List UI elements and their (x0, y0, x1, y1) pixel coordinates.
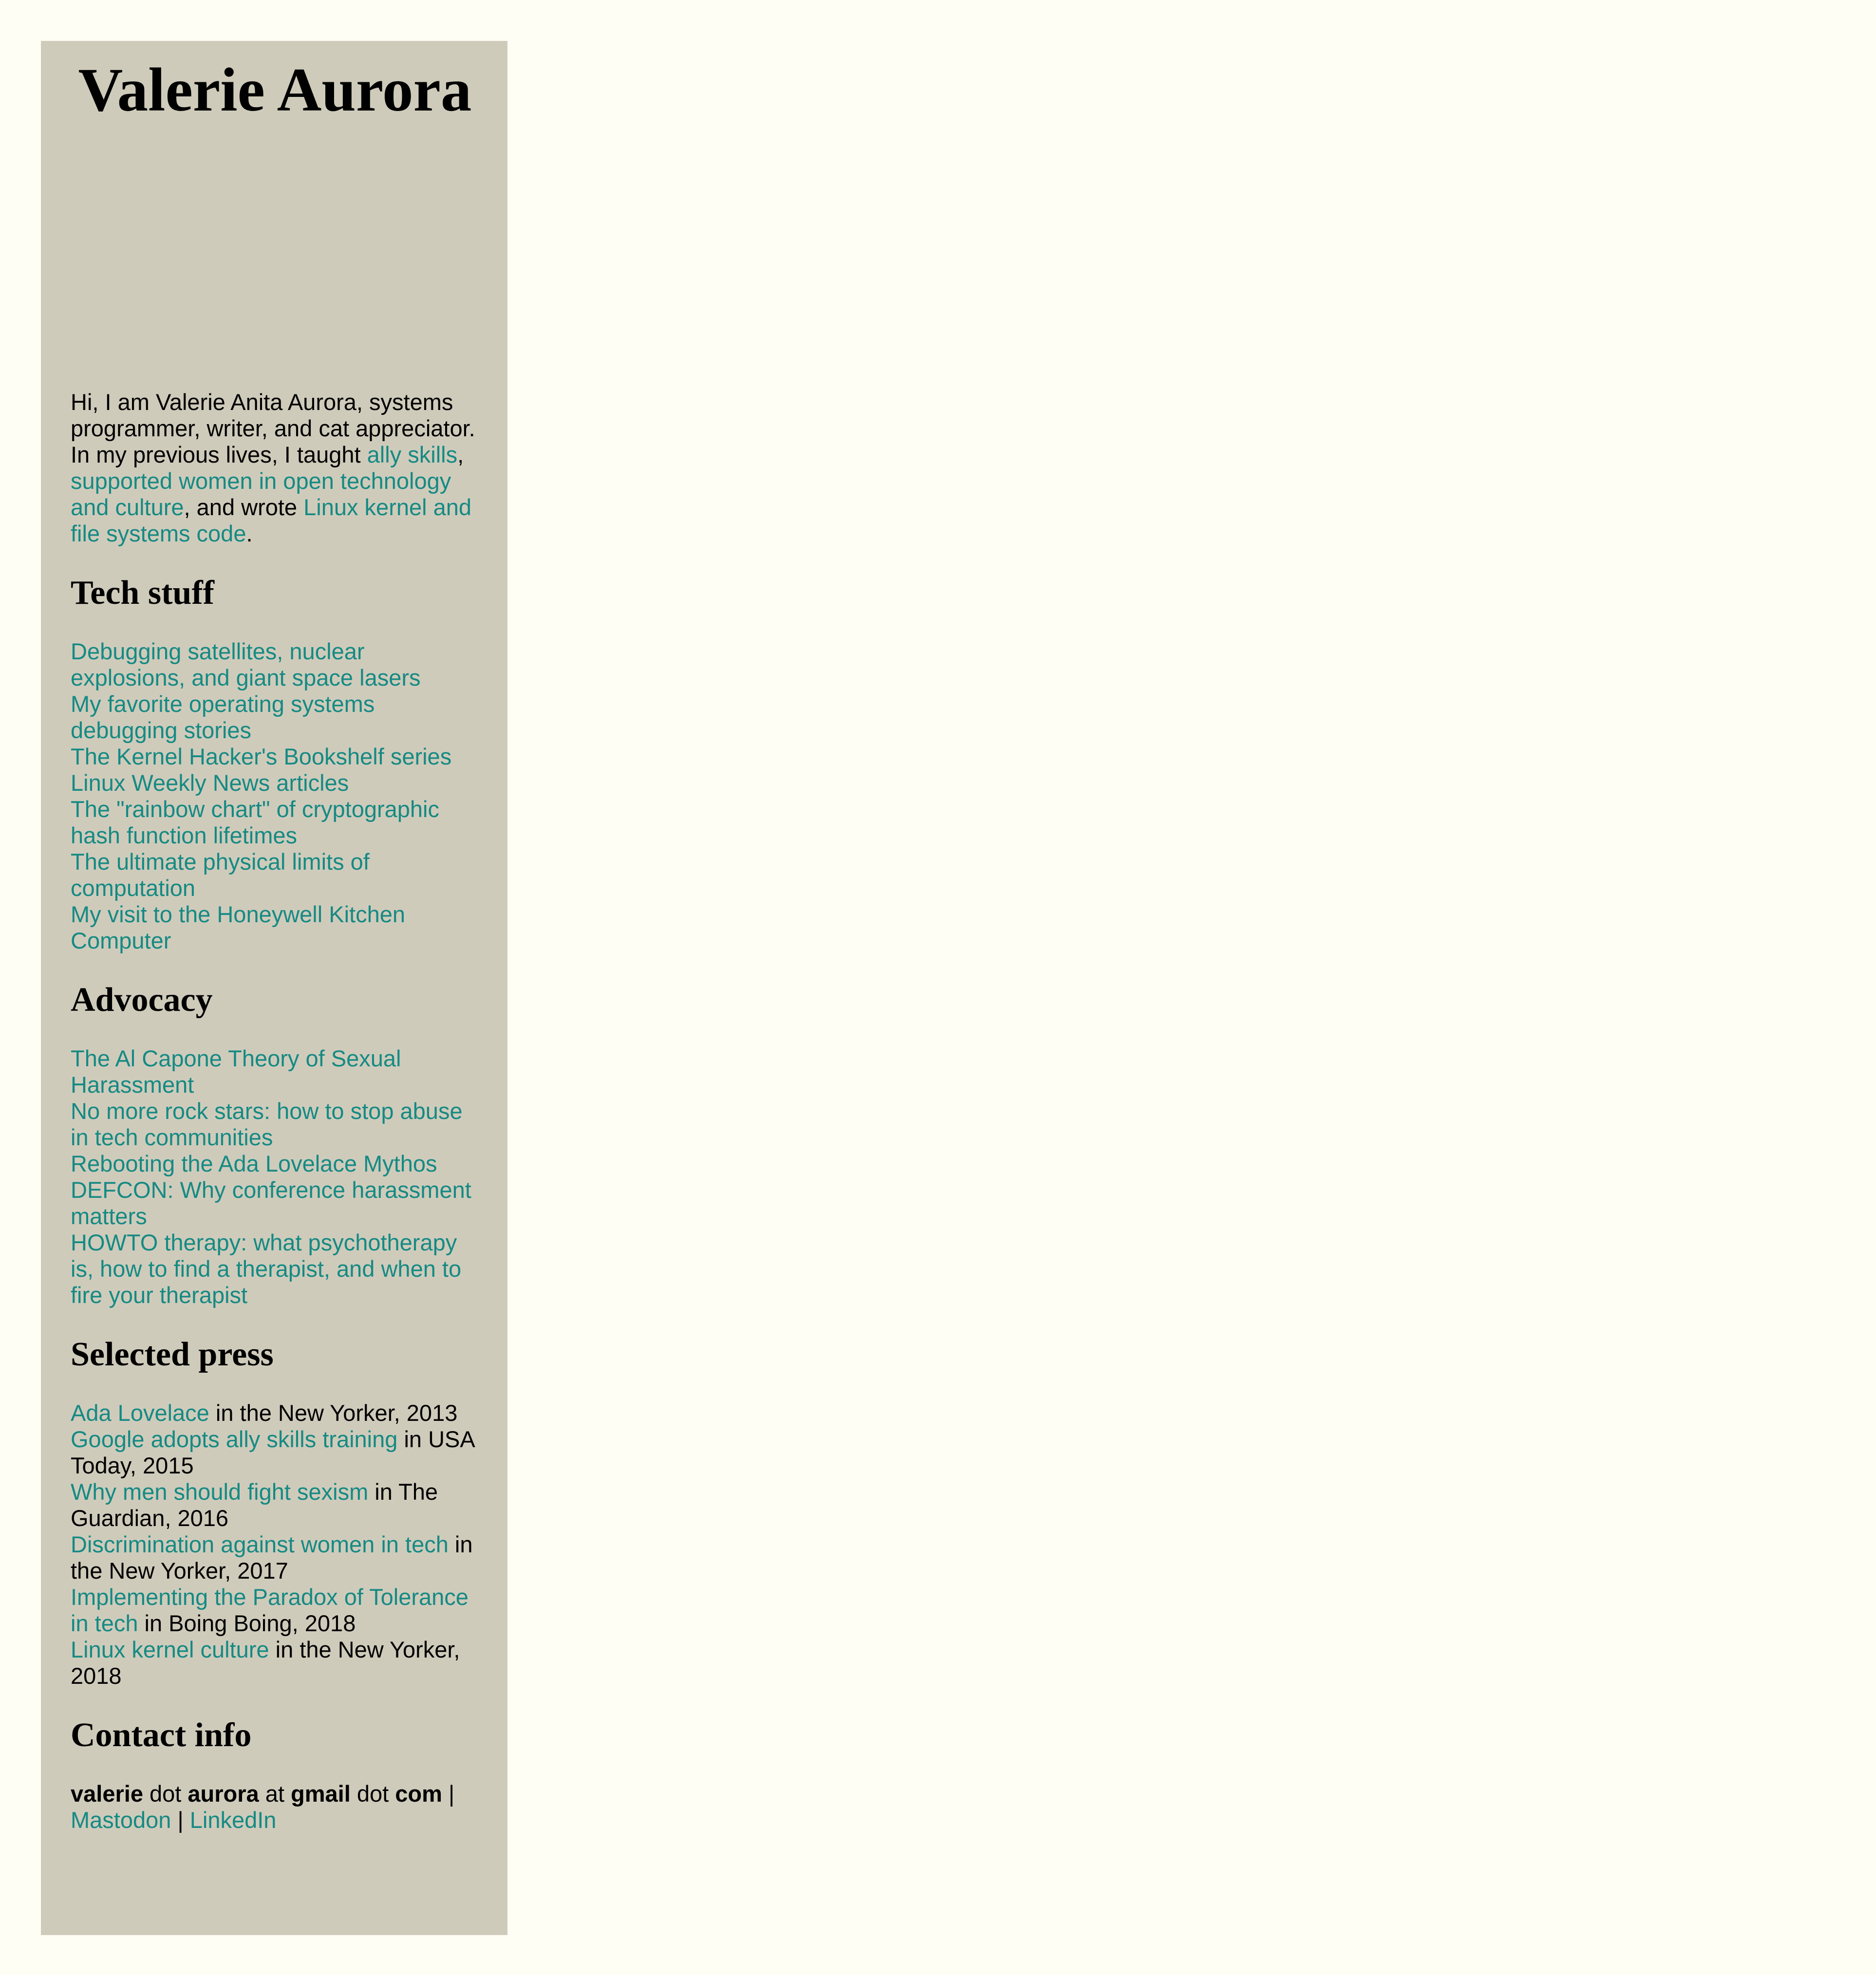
press-item (71, 1426, 479, 1479)
advocacy-heading: Advocacy (71, 981, 213, 1019)
email-at: at (259, 1781, 291, 1807)
intro-text-3: , and wrote (184, 494, 304, 520)
intro-text-4: . (246, 521, 253, 546)
email-tld: com (395, 1781, 442, 1807)
tech-link[interactable]: Debugging satellites, nuclear explosions, and giant space lasers (71, 638, 421, 690)
tech-link[interactable]: The ultimate physical limits of computation (71, 849, 370, 901)
press-source: in Boing Boing, 2018 (138, 1610, 356, 1636)
press-source: in USA Today, 2015 (71, 1426, 474, 1478)
site-title: Valerie Aurora (78, 56, 472, 124)
tech-link[interactable]: The Kernel Hacker's Bookshelf series (71, 744, 452, 769)
tech-list (71, 638, 479, 954)
portrait-placeholder (71, 121, 479, 389)
separator: | (171, 1807, 190, 1833)
tech-heading: Tech stuff (71, 574, 214, 612)
intro-text-1: Hi, I am Valerie Anita Aurora, systems programmer, writer, and cat appreciator. In my previous lives, I taught (71, 389, 475, 467)
separator: | (442, 1781, 455, 1807)
press-item (71, 1479, 479, 1531)
advocacy-list (71, 1045, 479, 1308)
press-list (71, 1400, 479, 1689)
advocacy-link[interactable]: No more rock stars: how to stop abuse in tech communities (71, 1098, 463, 1150)
press-source: in The Guardian, 2016 (71, 1479, 438, 1531)
email-user: valerie (71, 1781, 143, 1807)
email-domain: gmail (291, 1781, 351, 1807)
mastodon-link[interactable]: Mastodon (71, 1807, 171, 1833)
tech-link[interactable]: Linux Weekly News articles (71, 770, 349, 796)
press-link[interactable]: Why men should fight sexism (71, 1479, 369, 1505)
email-dot-2: dot (350, 1781, 395, 1807)
contact-info (71, 1781, 479, 1833)
press-item (71, 1400, 479, 1426)
sidebar (41, 41, 507, 1935)
press-link[interactable]: Implementing the Paradox of Tolerance in tech (71, 1584, 469, 1636)
advocacy-link[interactable]: HOWTO therapy: what psychotherapy is, how to find a therapist, and when to fire your therapist (71, 1230, 462, 1308)
email-name: aurora (188, 1781, 259, 1807)
press-link[interactable]: Ada Lovelace (71, 1400, 209, 1426)
tech-link[interactable]: My favorite operating systems debugging stories (71, 691, 375, 743)
email-dot-1: dot (143, 1781, 188, 1807)
contact-heading: Contact info (71, 1716, 252, 1754)
tech-link[interactable]: My visit to the Honeywell Kitchen Computer (71, 901, 406, 953)
press-link[interactable]: Linux kernel culture (71, 1637, 269, 1662)
press-link[interactable]: Google adopts ally skills training (71, 1426, 398, 1452)
press-link[interactable]: Discrimination against women in tech (71, 1531, 449, 1557)
press-item (71, 1584, 479, 1637)
intro-text-2: , (457, 442, 464, 467)
press-source: in the New Yorker, 2018 (71, 1637, 460, 1689)
linux-kernel-link[interactable]: Linux kernel and file systems code (71, 494, 472, 546)
ally-skills-link[interactable]: ally skills (367, 442, 458, 467)
advocacy-link[interactable]: The Al Capone Theory of Sexual Harassment (71, 1045, 401, 1098)
press-heading: Selected press (71, 1336, 274, 1373)
press-source: in the New Yorker, 2017 (71, 1531, 473, 1584)
linkedin-link[interactable]: LinkedIn (189, 1807, 277, 1833)
women-open-tech-link[interactable]: supported women in open technology and culture (71, 468, 451, 520)
tech-link[interactable]: The "rainbow chart" of cryptographic hash function lifetimes (71, 796, 440, 848)
press-item (71, 1531, 479, 1584)
intro-paragraph (71, 389, 479, 547)
advocacy-link[interactable]: Rebooting the Ada Lovelace Mythos (71, 1151, 437, 1176)
advocacy-link[interactable]: DEFCON: Why conference harassment matters (71, 1177, 471, 1229)
press-source: in the New Yorker, 2013 (209, 1400, 458, 1426)
press-item (71, 1637, 479, 1689)
